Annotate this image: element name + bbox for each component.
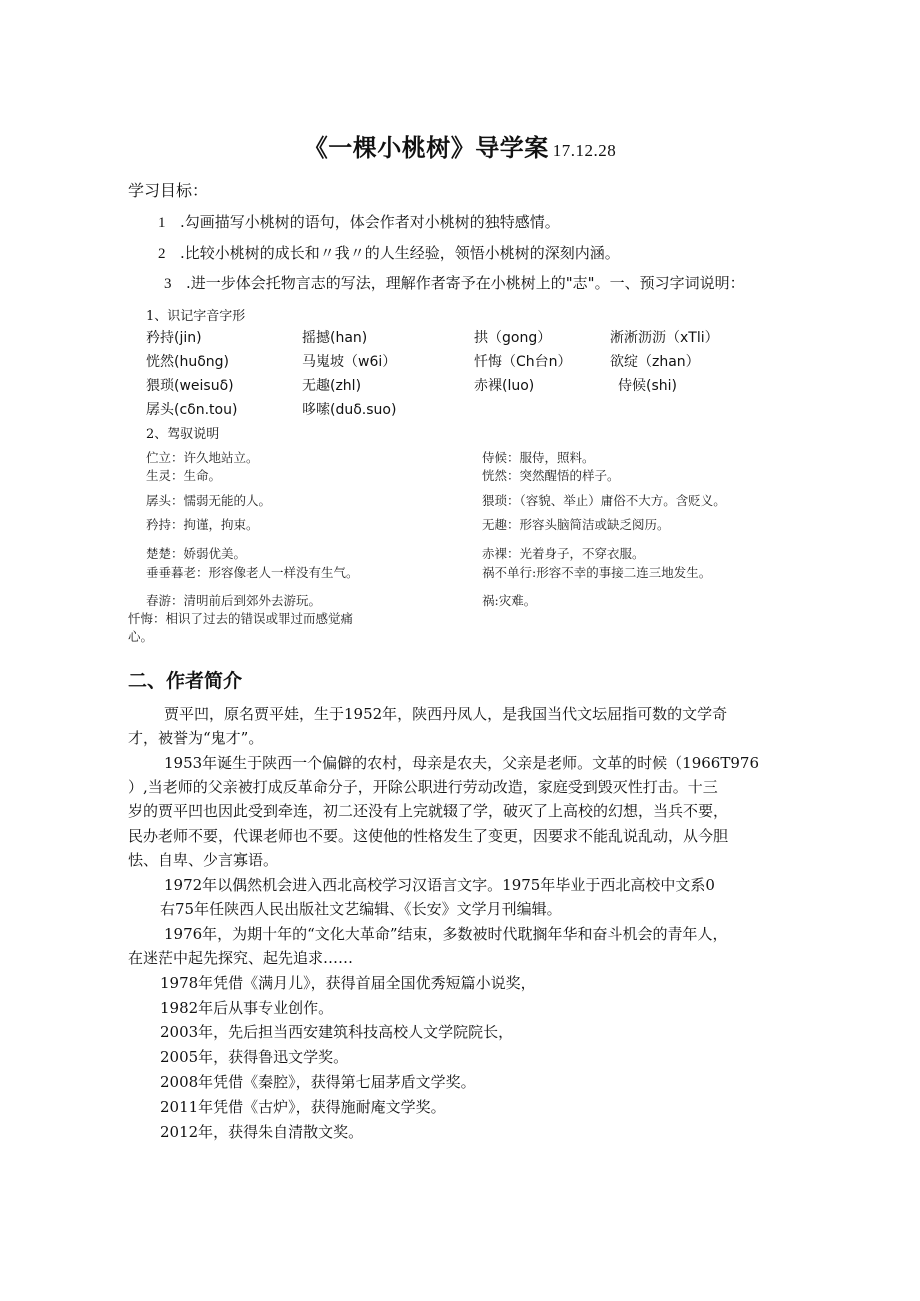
title-main: 《一棵小桃树》导学案 [303, 134, 549, 162]
author-line: 右75年任陕西人民出版社文艺编辑、《长安》文学月刊编辑。 [160, 900, 562, 918]
explain-item: 祸:灾难。 [482, 593, 537, 608]
author-line: 1972年以偶然机会进入西北高校学习汉语言文字。1975年毕业于西北高校中文系0 [164, 876, 715, 894]
author-line: 1976年，为期十年的“文化大革命”结束，多数被时代耽搁年华和奋斗机会的青年人， [164, 925, 728, 943]
vocab-item: 欲绽（zhan） [610, 354, 700, 370]
author-line: 1978年凭借《满月儿》，获得首届全国优秀短篇小说奖， [160, 974, 536, 992]
author-heading: 二、作者简介 [128, 670, 243, 692]
vocab-item: 摇撼(han) [302, 330, 368, 346]
author-line: 民办老师不要，代课老师也不要。这使他的性格发生了变更，因要求不能乱说乱动，从今胆 [128, 827, 729, 845]
vocab-item: 赤裸(luo) [474, 378, 535, 394]
explain-item: 忏悔：相识了过去的错误或罪过而感觉痛 [128, 611, 354, 626]
author-line: 怯、自卑、少言寡语。 [128, 851, 279, 869]
explain-item: 春游：清明前后到郊外去游玩。 [146, 593, 322, 608]
goal-text: .勾画描写小桃树的语句，体会作者对小桃树的独特感情。 [180, 213, 560, 231]
author-line: 贾平凹，原名贾平娃，生于1952年，陕西丹凤人，是我国当代文坛屈指可数的文学奇 [164, 705, 728, 723]
explain-item: 侍候：服侍，照料。 [482, 450, 595, 465]
vocab-item: 恍然(huδng) [146, 354, 229, 370]
goal-number: 3 [164, 276, 172, 292]
vocab-item: 孱头(cδn.tou) [146, 402, 238, 418]
author-line: 才，被誉为“鬼才”。 [128, 729, 264, 747]
goal-item [158, 242, 620, 263]
goal-item [164, 272, 745, 293]
explain-item: 心。 [128, 629, 154, 644]
author-line: 2005年，获得鲁迅文学奖。 [160, 1048, 349, 1066]
vocab-item: 猥琐(weisuδ) [146, 378, 234, 394]
goal-item [158, 211, 560, 232]
author-line: 2012年，获得朱自清散文奖。 [160, 1123, 364, 1141]
explain-item: 赤裸：光着身子，不穿衣服。 [482, 546, 645, 561]
vocab-item: 矜持(jin) [146, 330, 202, 346]
goal-number: 1 [158, 215, 166, 231]
vocab-item: 侍候(shi) [618, 378, 677, 394]
goals-heading: 学习目标： [128, 181, 209, 200]
explain-item: 猥琐：（容貌、举止）庸俗不大方。含贬义。 [482, 493, 726, 508]
explain-item: 孱头：懦弱无能的人。 [146, 493, 272, 508]
explain-item: 楚楚：娇弱优美。 [146, 546, 247, 561]
page-title [0, 128, 920, 163]
author-line: 2003年，先后担当西安建筑科技高校人文学院院长， [160, 1023, 514, 1041]
title-date: 17.12.28 [552, 141, 617, 160]
vocab-item: 拱（gong） [474, 330, 552, 346]
author-line: ）,当老师的父亲被打成反革命分子，开除公职进行劳动改造，家庭受到毁灭性打击。十三 [128, 778, 718, 796]
goal-text: .比较小桃树的成长和〃我〃的人生经验，领悟小桃树的深刻内涵。 [180, 244, 620, 262]
author-line: 2011年凭借《古炉》，获得施耐庵文学奖。 [160, 1098, 446, 1116]
author-line: 2008年凭借《秦腔》，获得第七届茅盾文学奖。 [160, 1073, 476, 1091]
explain-item: 祸不单行:形容不幸的事接二连三地发生。 [482, 565, 712, 580]
vocab-heading: 1、识记字音字形 [146, 309, 246, 324]
explain-heading: 2、驾驭说明 [146, 427, 220, 442]
vocab-item: 无趣(zhl) [302, 378, 362, 394]
author-line: 1982年后从事专业创作。 [160, 999, 334, 1017]
explain-item: 生灵：生命。 [146, 468, 222, 483]
vocab-item: 忏悔（Ch台n） [474, 354, 572, 370]
vocab-item: 淅淅沥沥（xTli） [610, 330, 719, 346]
vocab-item: 马嵬坡（w6i） [302, 354, 397, 370]
explain-item: 矜持：拘谨，拘束。 [146, 517, 259, 532]
explain-item: 恍然：突然醒悟的样子。 [482, 468, 620, 483]
goal-number: 2 [158, 246, 166, 262]
explain-item: 垂垂暮老：形容像老人一样没有生气。 [146, 565, 359, 580]
author-line: 岁的贾平凹也因此受到牵连，初二还没有上完就辍了学，破灭了上高校的幻想，当兵不要， [128, 802, 729, 820]
explain-item: 伫立：许久地站立。 [146, 450, 259, 465]
author-line: 在迷茫中起先探究、起先追求…… [128, 949, 354, 967]
explain-item: 无趣：形容头脑简洁或缺乏阅历。 [482, 517, 670, 532]
vocab-item: 哆嗦(duδ.suo) [302, 402, 397, 418]
goal-text: .进一步体会托物言志的写法，理解作者寄予在小桃树上的"志"。一、预习字词说明： [186, 274, 745, 292]
author-line: 1953年诞生于陕西一个偏僻的农村，母亲是农夫，父亲是老师。文革的时候（1966T976 [164, 754, 759, 772]
